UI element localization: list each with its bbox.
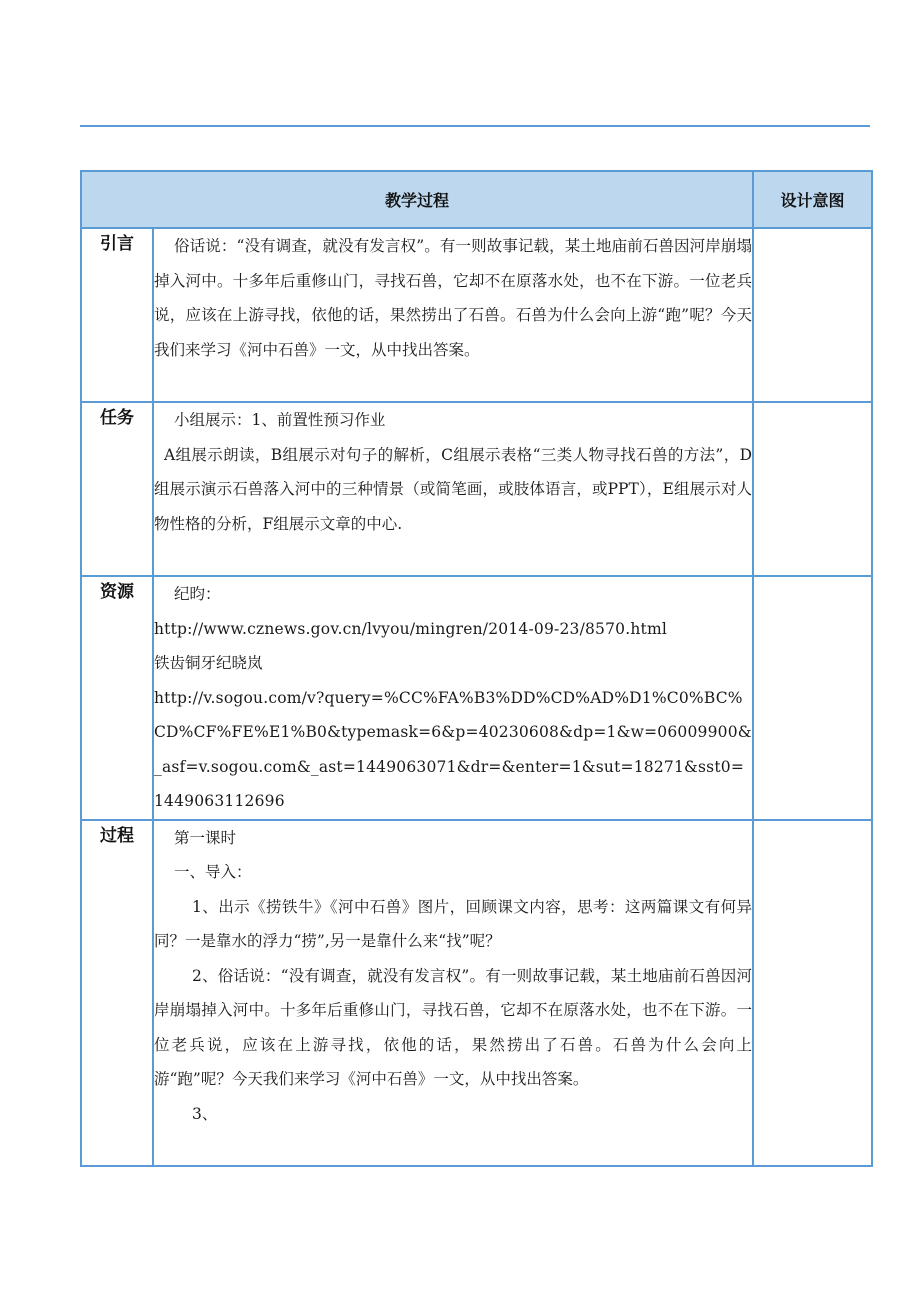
row-intent-process bbox=[753, 820, 872, 1166]
table-row-task bbox=[81, 402, 872, 576]
row-content-task bbox=[153, 402, 753, 576]
lesson-plan-table bbox=[80, 170, 873, 1167]
process-item-2: 2、俗话说：“没有调查，就没有发言权”。有一则故事记载，某土地庙前石兽因河岸崩塌掉入河中。十多年后重修山门，寻找石兽，它却不在原落水处，也不在下游。一位老兵说，应该在上游寻找，依他的话，果然捞出了石兽。石兽为什么会向上游“跑”呢？今天我们来学习《河中石兽》一文，从中找出答案。 bbox=[154, 966, 753, 1088]
task-line-2: A组展示朗读，B组展示对句子的解析，C组展示表格“三类人物寻找石兽的方法”，D组展示演示石兽落入河中的三种情景（或简笔画，或肢体语言，或PPT），E组展示对人物性格的分析，F组展示文章的中心. bbox=[154, 445, 753, 533]
row-label-resource: 资源 bbox=[81, 576, 153, 820]
table-row-resource bbox=[81, 576, 872, 820]
process-line-2: 一、导入： bbox=[174, 863, 252, 881]
row-label-task: 任务 bbox=[81, 402, 153, 576]
row-label-intro: 引言 bbox=[81, 228, 153, 402]
process-line-1: 第一课时 bbox=[174, 828, 237, 847]
resource-url-1[interactable]: http://www.cznews.gov.cn/lvyou/mingren/2014-09-23/8570.html bbox=[154, 619, 668, 638]
resource-line-3: 铁齿铜牙纪晓岚 bbox=[154, 654, 263, 672]
row-intent-intro bbox=[753, 228, 872, 402]
intro-paragraph: 俗话说：“没有调查，就没有发言权”。有一则故事记载，某土地庙前石兽因河岸崩塌掉入河中。十多年后重修山门，寻找石兽，它却不在原落水处，也不在下游。一位老兵说，应该在上游寻找，依他的话，果然捞出了石兽。石兽为什么会向上游“跑”呢？今天我们来学习《河中石兽》一文，从中找出答案。 bbox=[154, 237, 753, 359]
table-header-row bbox=[81, 171, 872, 228]
task-line-1: 小组展示：1、前置性预习作业 bbox=[174, 411, 386, 429]
table-row-process bbox=[81, 820, 872, 1166]
process-item-3: 3、 bbox=[192, 1104, 218, 1123]
row-intent-resource bbox=[753, 576, 872, 820]
header-design-intent: 设计意图 bbox=[753, 171, 872, 228]
resource-line-1: 纪昀： bbox=[174, 585, 221, 603]
header-teaching-process: 教学过程 bbox=[81, 171, 753, 228]
row-label-process: 过程 bbox=[81, 820, 153, 1166]
resource-url-2[interactable]: http://v.sogou.com/v?query=%CC%FA%B3%DD%CD%AD%D1%C0%BC%CD%CF%FE%E1%B0&typemask=6&p=40230608&dp=1&w=06009900&_asf=v.sogou.com&_ast=1449063071&dr=&enter=1&sut=18271&sst0=1449063112696 bbox=[154, 688, 752, 810]
header-rule bbox=[80, 125, 870, 127]
row-intent-task bbox=[753, 402, 872, 576]
table-row-intro bbox=[81, 228, 872, 402]
row-content-resource bbox=[153, 576, 753, 820]
process-item-1: 1、出示《捞铁牛》《河中石兽》图片，回顾课文内容，思考：这两篇课文有何异同？一是靠水的浮力“捞”,另一是靠什么来“找”呢？ bbox=[154, 897, 753, 950]
row-content-intro bbox=[153, 228, 753, 402]
row-content-process bbox=[153, 820, 753, 1166]
